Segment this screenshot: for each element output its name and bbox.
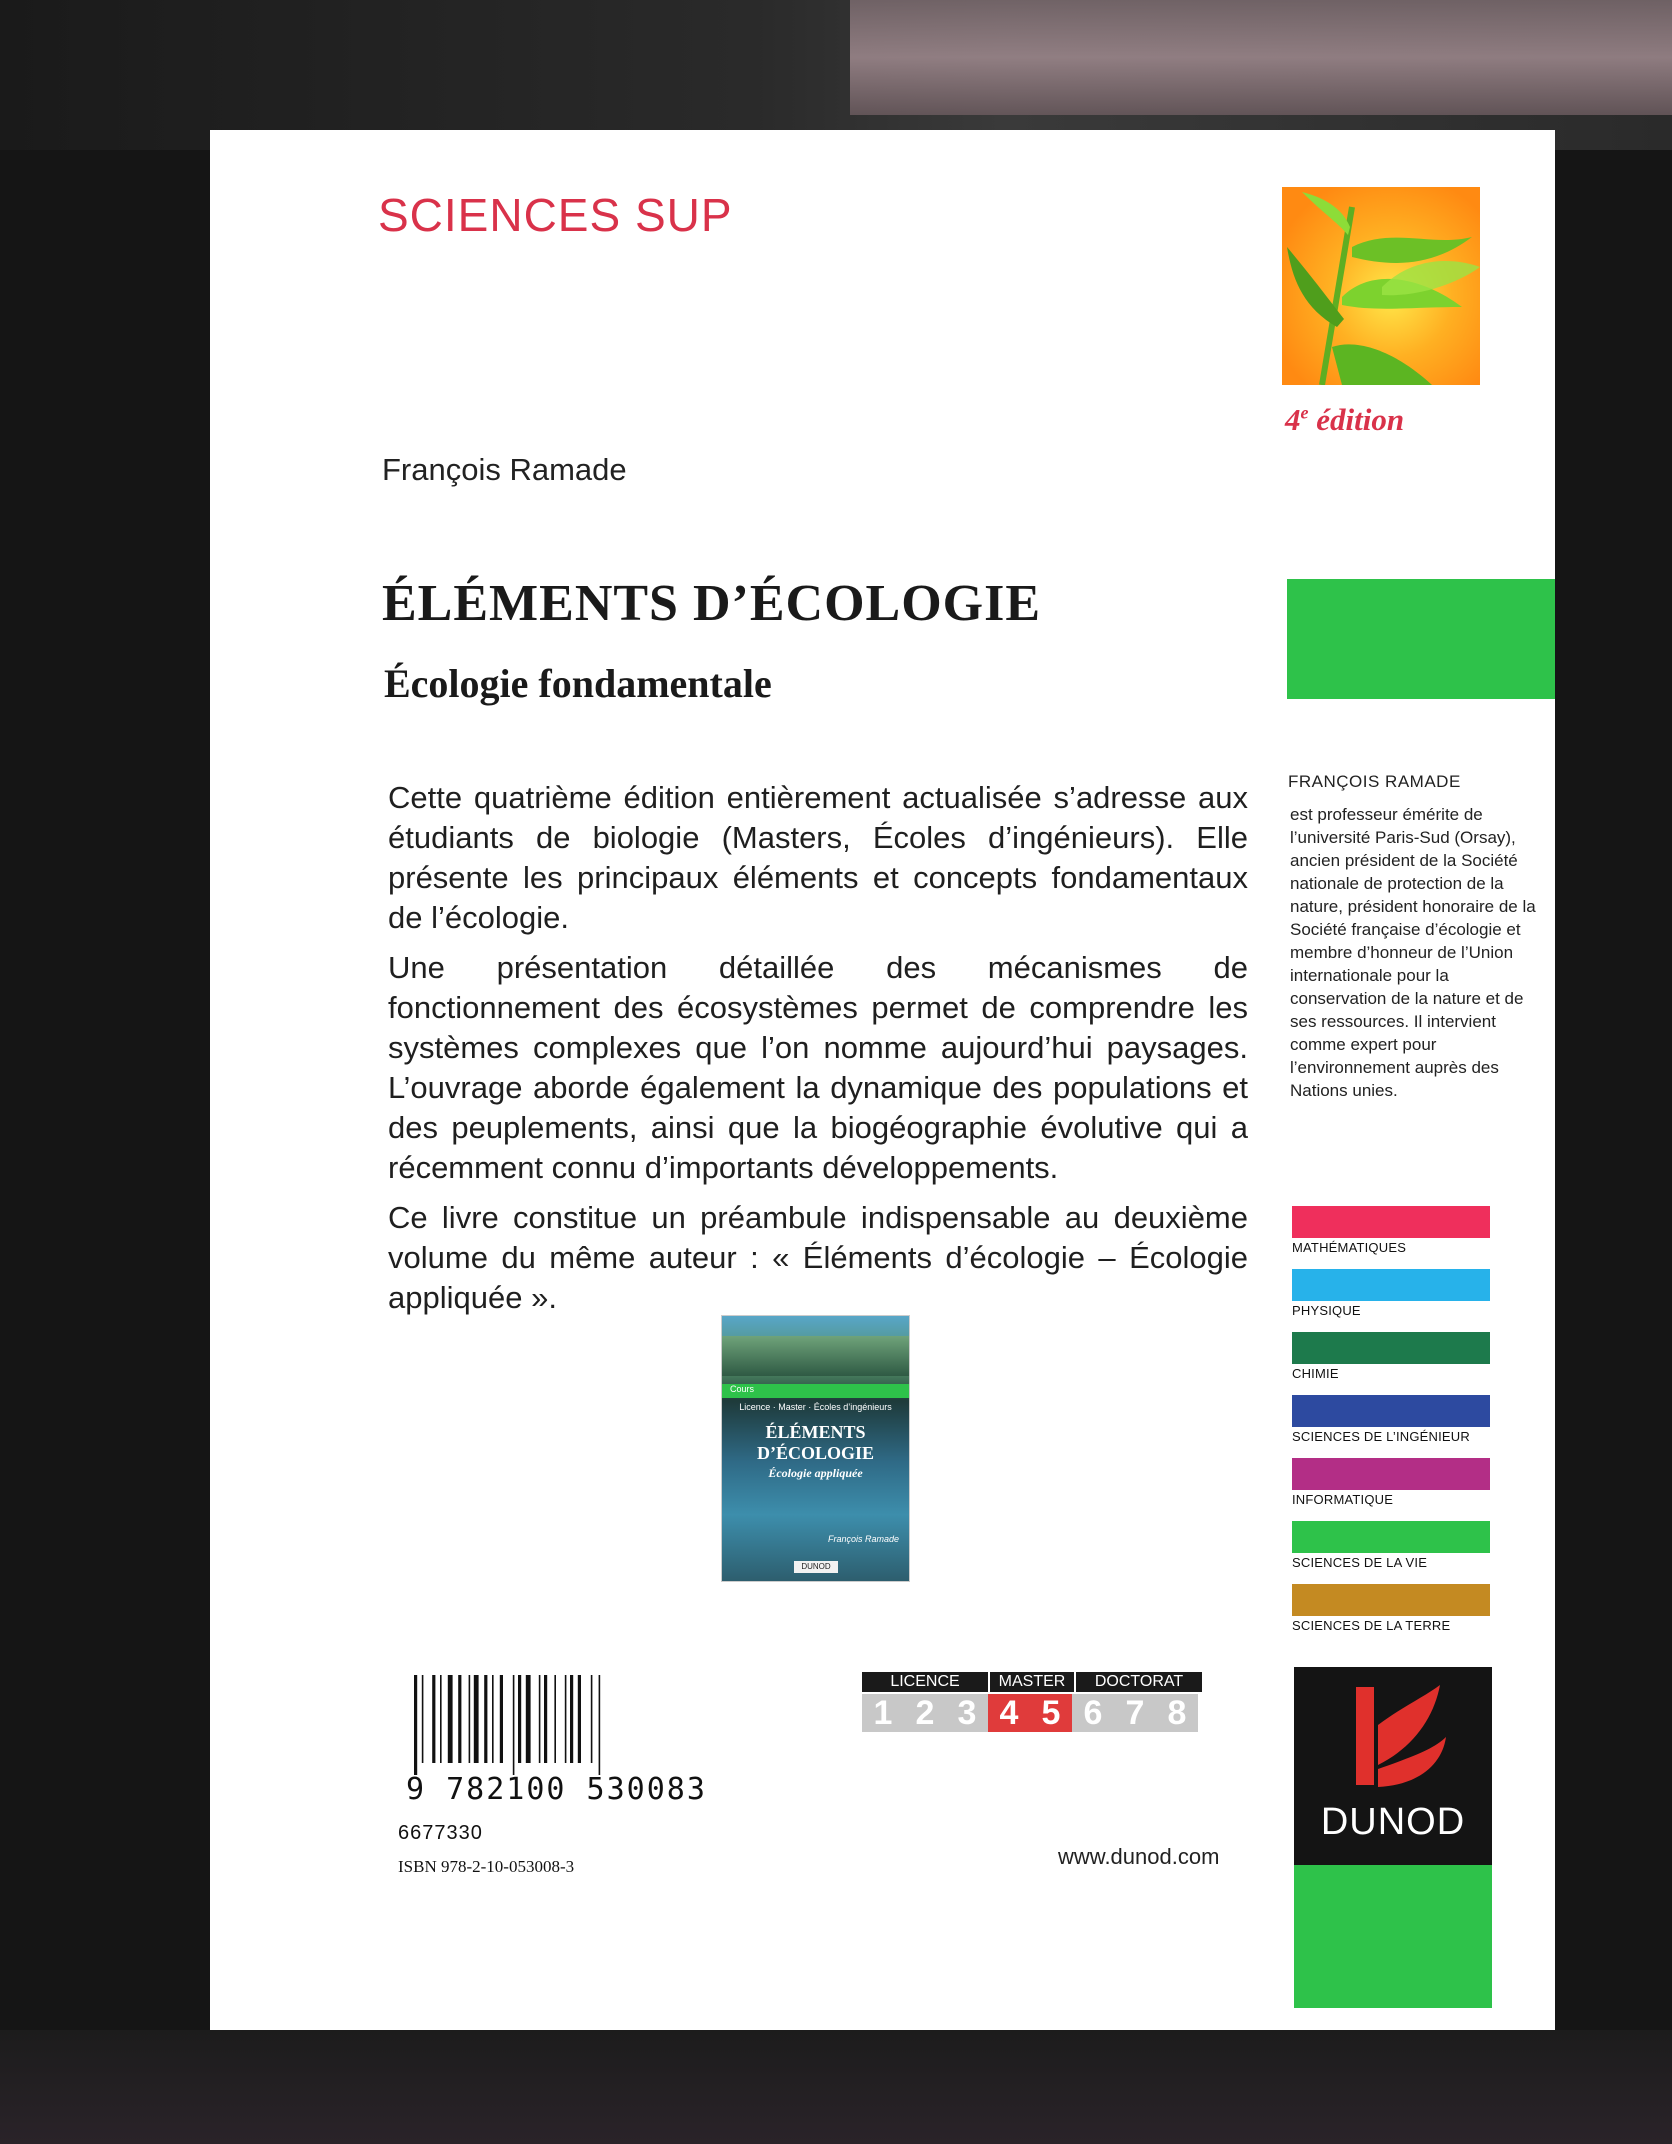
isbn: ISBN 978-2-10-053008-3 <box>398 1857 575 1876</box>
blurb-paragraph: Une présentation détaillée des mécanismes de fonctionnement des écosystèmes permet de comprendre les systèmes complexes que l’on nomme aujourd’hui paysages. L’ouvrage aborde également la dynamique des populations et des peuplements, ainsi que la biogéographie évolutive qui a récemment connu d’importants développements. <box>388 950 1248 1185</box>
edition-number: 4 <box>1285 402 1301 437</box>
barcode-bar <box>414 1675 417 1775</box>
bio-author-name: FRANÇOIS RAMADE <box>1288 772 1461 791</box>
barcode-bar <box>432 1675 435 1763</box>
discipline-bar <box>1292 1332 1490 1364</box>
book-title: ÉLÉMENTS D’ÉCOLOGIE <box>382 575 1042 632</box>
related-book-publisher: DUNOD <box>794 1561 838 1573</box>
level-headers <box>862 1672 1202 1692</box>
related-book-series: Licence · Master · Écoles d’ingénieurs <box>739 1402 892 1412</box>
dunod-logo-icon <box>1294 1667 1492 1807</box>
related-book-cover <box>722 1316 909 1581</box>
barcode-bar <box>518 1675 521 1763</box>
related-book-title-line1: ÉLÉMENTS <box>765 1422 866 1442</box>
discipline-bar <box>1292 1584 1490 1616</box>
level-indicator <box>862 1672 1240 1736</box>
level-number: 1 <box>862 1694 904 1732</box>
barcode-bar <box>422 1675 424 1763</box>
publisher-url: www.dunod.com <box>1058 1844 1220 1869</box>
level-number: 6 <box>1072 1694 1114 1732</box>
barcode-bar <box>591 1675 593 1763</box>
barcode-bar <box>565 1675 567 1763</box>
scan-background-bottom <box>0 2030 1672 2144</box>
barcode-digits: 9 782100 530083 <box>406 1772 707 1807</box>
barcode-bar <box>492 1675 494 1763</box>
level-number: 7 <box>1114 1694 1156 1732</box>
discipline-item <box>1292 1395 1490 1444</box>
barcode-bar <box>599 1675 601 1775</box>
related-book-subtitle: Écologie appliquée <box>768 1466 863 1480</box>
discipline-item <box>1292 1332 1490 1381</box>
related-book-author: François Ramade <box>827 1534 899 1544</box>
discipline-item <box>1292 1458 1490 1507</box>
barcode-bar <box>469 1675 471 1763</box>
discipline-item <box>1292 1521 1490 1570</box>
barcode-bar <box>500 1675 503 1763</box>
discipline-bar <box>1292 1395 1490 1427</box>
barcode <box>410 1675 655 1785</box>
blurb-paragraph: Cette quatrième édition entièrement actualisée s’adresse aux étudiants de biologie (Masters, Écoles d’ingénieurs). Elle présente les principaux éléments et concepts fondamentaux de l’écologie. <box>388 780 1248 935</box>
barcode-bar <box>474 1675 479 1763</box>
discipline-item <box>1292 1269 1490 1318</box>
publisher-name: DUNOD <box>1320 1801 1466 1843</box>
discipline-label: PHYSIQUE <box>1292 1303 1361 1318</box>
discipline-item <box>1292 1206 1490 1255</box>
barcode-bar <box>544 1675 547 1763</box>
publisher-green-block <box>1294 1865 1492 2008</box>
discipline-label: SCIENCES DE L’INGÉNIEUR <box>1292 1429 1470 1444</box>
related-book-title-line2: D’ÉCOLOGIE <box>756 1443 875 1463</box>
barcode-bar <box>458 1675 461 1763</box>
publisher-logo-box <box>1294 1667 1492 1865</box>
edition-word: édition <box>1308 402 1405 437</box>
level-number-highlighted: 5 <box>1030 1694 1072 1732</box>
discipline-label: INFORMATIQUE <box>1292 1492 1394 1507</box>
level-numbers <box>862 1694 1198 1732</box>
barcode-bar <box>570 1675 573 1763</box>
collection-name: SCIENCES SUP <box>378 189 733 241</box>
barcode-bar <box>554 1675 556 1763</box>
internal-code: 6677330 <box>398 1822 483 1844</box>
barcode-bar <box>539 1675 541 1763</box>
discipline-bar <box>1292 1206 1490 1238</box>
blurb-paragraph: Ce livre constitue un préambule indispensable au deuxième volume du même auteur : « Éléments d’écologie – Écologie appliquée ». <box>388 1200 1248 1315</box>
barcode-bar <box>526 1675 531 1763</box>
book-subtitle: Écologie fondamentale <box>384 661 772 706</box>
scan-background-book-edge <box>850 0 1672 115</box>
book-back-cover <box>210 130 1555 2030</box>
level-number: 2 <box>904 1694 946 1732</box>
bamboo-leaves-icon <box>1282 187 1480 385</box>
discipline-label: SCIENCES DE LA VIE <box>1292 1555 1428 1570</box>
discipline-bar <box>1292 1458 1490 1490</box>
level-number: 8 <box>1156 1694 1198 1732</box>
discipline-label: CHIMIE <box>1292 1366 1339 1381</box>
level-number-highlighted: 4 <box>988 1694 1030 1732</box>
edition-superscript: e <box>1300 402 1309 423</box>
level-number: 3 <box>946 1694 988 1732</box>
level-header-master: MASTER <box>990 1672 1074 1692</box>
barcode-bar <box>448 1675 453 1763</box>
discipline-label: SCIENCES DE LA TERRE <box>1292 1618 1451 1633</box>
blurb <box>388 778 1248 1328</box>
barcode-bar <box>440 1675 442 1763</box>
related-book-label: Cours <box>730 1384 755 1394</box>
plant-thumbnail <box>1282 187 1480 385</box>
barcode-bar <box>484 1675 487 1763</box>
discipline-bar <box>1292 1521 1490 1553</box>
level-header-licence: LICENCE <box>862 1672 988 1692</box>
discipline-item <box>1292 1584 1490 1633</box>
mountain-image <box>722 1336 909 1376</box>
barcode-bar <box>513 1675 515 1775</box>
discipline-color-block <box>1287 579 1555 699</box>
discipline-bar <box>1292 1269 1490 1301</box>
discipline-label: MATHÉMATIQUES <box>1292 1240 1407 1255</box>
edition-label <box>1285 402 1404 438</box>
bio-text: est professeur émérite de l’université Paris-Sud (Orsay), ancien président de la Société nationale de protection de la nature, président honoraire de la Société française d’écologie et membre d’honneur de l’Union internationale pour la conservation de la nature et de ses ressources. Il intervient comme expert pour l’environnement auprès des Nations unies. <box>1290 805 1536 1100</box>
author-name: François Ramade <box>382 452 627 487</box>
barcode-bar <box>578 1675 581 1763</box>
level-header-doctorat: DOCTORAT <box>1076 1672 1202 1692</box>
